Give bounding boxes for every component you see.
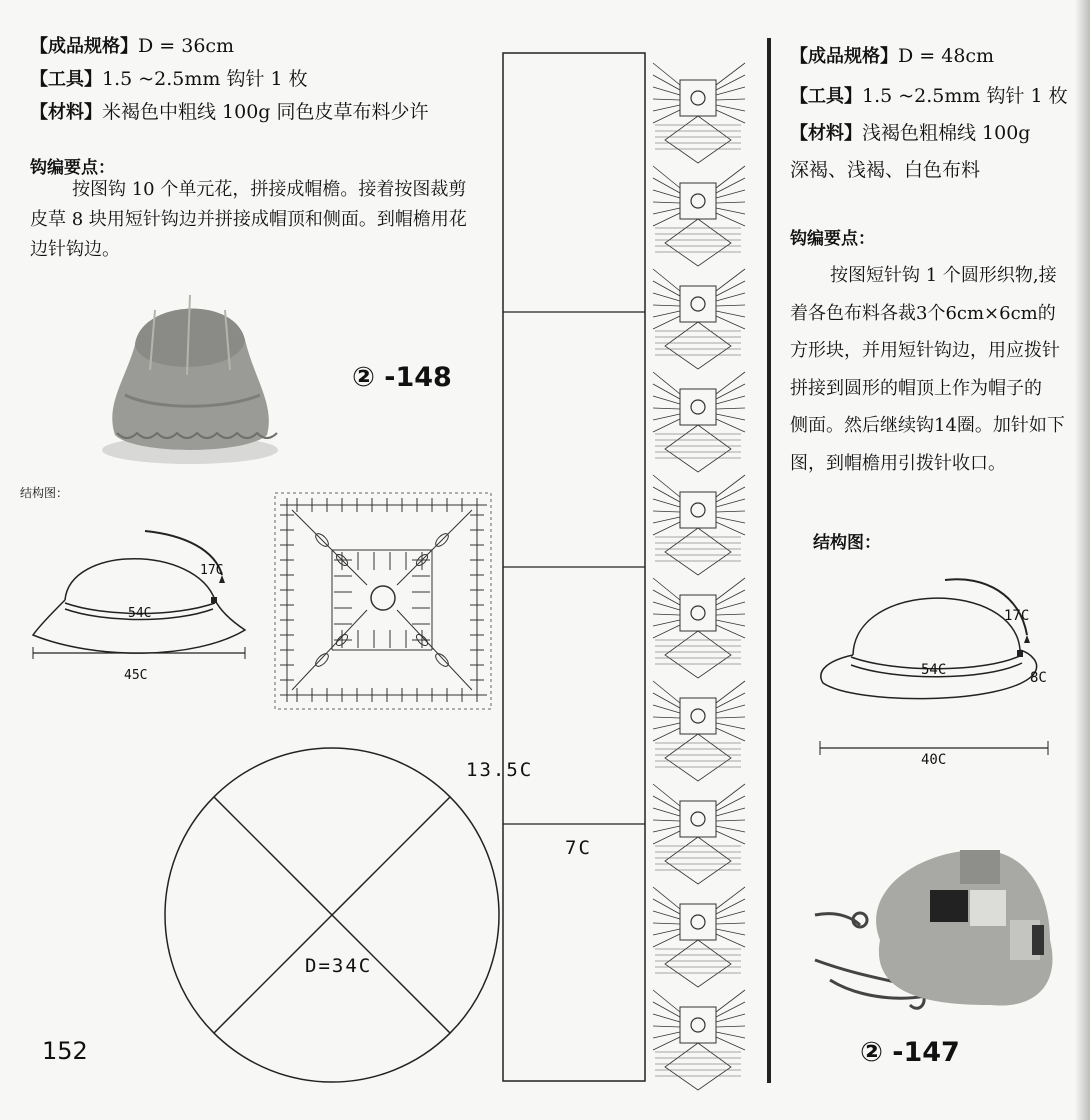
right-points-line: 方形块，并用短针钩边，用应拨针 [790, 340, 1060, 361]
brim-stitch-chart [645, 50, 755, 1085]
page-edge-shadow [1075, 0, 1090, 1120]
strip-height-label: 13.5C [466, 759, 534, 781]
right-points-line: 图，到帽檐用引拨针收口。 [790, 452, 1006, 474]
right-structure-label: 结构图： [813, 533, 881, 553]
right-points-line: 按图短针钩 1 个圆形织物,接 [830, 265, 1057, 286]
strip-width-label: 7C [565, 837, 592, 859]
right-spec-tools: 【工具】1.5 ~2.5mm 钩针 1 枚 [790, 85, 1068, 107]
left-spec-tools: 【工具】1.5 ~2.5mm 钩针 1 枚 [30, 68, 308, 90]
right-dim-circ: 54C [921, 662, 947, 678]
brim-strip-outline [502, 50, 647, 1085]
right-spec-size: 【成品规格】D = 48cm [790, 45, 995, 67]
left-spec-size: 【成品规格】D = 36cm [30, 35, 235, 57]
left-dim-circ: 54C [128, 606, 152, 621]
right-dim-brim: 40C [921, 752, 947, 768]
right-points-line: 着各色布料各裁3个6cm×6cm的 [790, 302, 1056, 324]
right-spec-material: 【材料】浅褐色粗棉线 100g [790, 122, 1031, 144]
left-spec-material: 【材料】米褐色中粗线 100g 同色皮草布料少许 [30, 101, 429, 123]
motif-square-chart [272, 490, 494, 712]
right-points-title: 钩编要点： [790, 229, 875, 249]
right-dim-side: 8C [1030, 670, 1047, 686]
page-number: 152 [42, 1037, 88, 1065]
left-dim-curve: 17C [200, 563, 224, 578]
left-points-text: 按图钩 10 个单元花，拼接成帽檐。接着按图裁剪皮草 8 块用短针钩边并拼接成帽顶和侧面。到帽檐用花边针钩边。 [30, 179, 467, 260]
right-points-text [790, 257, 1090, 482]
left-structure-label: 结构图： [20, 486, 69, 500]
left-model-number: ② -148 [352, 362, 452, 393]
right-hat-photo [810, 830, 1070, 1030]
right-points-line: 拼接到圆形的帽顶上作为帽子的 [790, 377, 1042, 399]
left-dim-brim: 45C [124, 668, 148, 683]
right-dim-curve: 17C [1004, 608, 1030, 624]
left-hat-diagram [25, 525, 255, 685]
right-points-line: 侧面。然后继续钩14圈。加针如下 [790, 415, 1065, 436]
crown-circle-label: D=34C [305, 955, 373, 977]
column-divider [767, 38, 771, 1083]
left-points-title: 钩编要点： [30, 158, 115, 178]
crown-circle-diagram [162, 745, 502, 1085]
left-hat-photo [95, 285, 285, 465]
right-model-number: ② -147 [860, 1037, 960, 1068]
right-spec-material-2: 深褐、浅褐、白色布料 [790, 159, 981, 181]
